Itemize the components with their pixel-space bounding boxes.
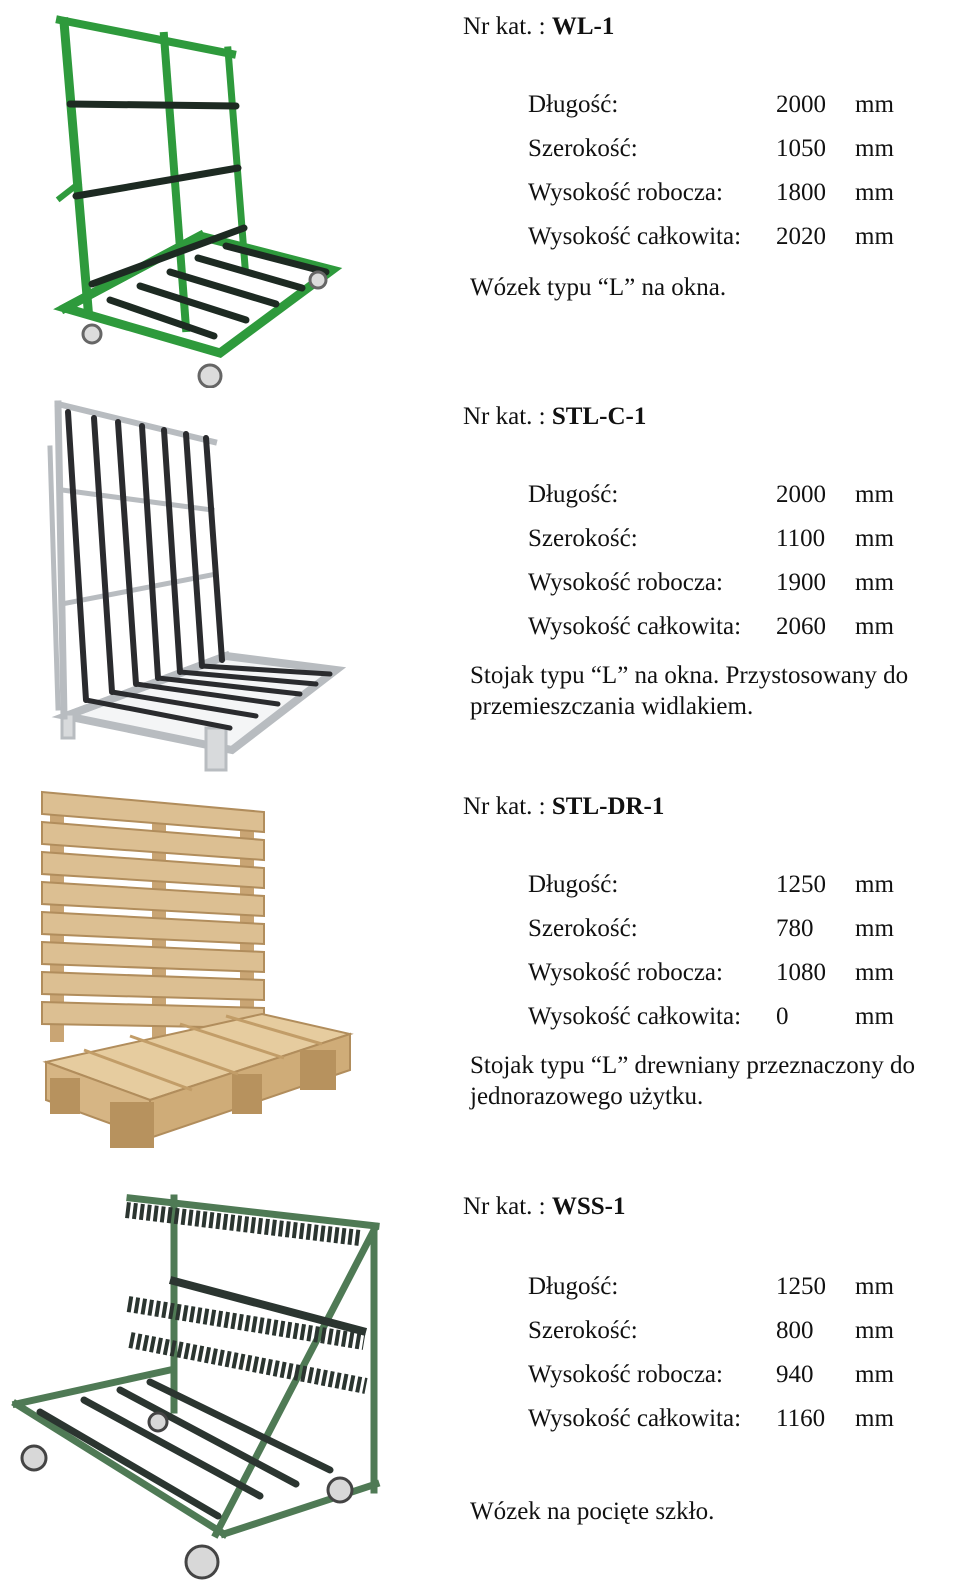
product-card: [0, 1190, 960, 1590]
product-description: Wózek typu “L” na okna.: [470, 274, 727, 301]
spec-unit: mm: [855, 569, 894, 596]
spec-value: 1050: [776, 135, 826, 162]
catalog-number: [463, 12, 614, 42]
product-description: Stojak typu “L” drewniany przeznaczony do jednorazowego użytku.: [470, 1052, 915, 1110]
spec-unit: mm: [855, 91, 894, 118]
spec-value: 2000: [776, 481, 826, 508]
product-card: [0, 788, 960, 1168]
spec-unit: mm: [855, 1361, 894, 1388]
product-description: Wózek na pocięte szkło.: [470, 1498, 715, 1525]
catalog-prefix: Nr kat. :: [463, 793, 552, 820]
spec-label: Szerokość:: [528, 1317, 638, 1344]
wooden-pallet-rack-icon: [0, 788, 360, 1168]
spec-value: 1100: [776, 525, 826, 552]
spec-label: Długość:: [528, 1273, 619, 1300]
spec-label: Wysokość robocza:: [528, 179, 723, 206]
spec-value: 1250: [776, 1273, 826, 1300]
spec-label: Długość:: [528, 91, 619, 118]
spec-value: 1800: [776, 179, 826, 206]
spec-label: Wysokość robocza:: [528, 1361, 723, 1388]
green-l-trolley-icon: [0, 8, 350, 388]
spec-unit: mm: [855, 959, 894, 986]
spec-label: Wysokość całkowita:: [528, 1405, 742, 1432]
spec-label: Wysokość całkowita:: [528, 613, 742, 640]
product-code: WL-1: [551, 13, 615, 40]
spec-unit: mm: [855, 1405, 894, 1432]
spec-value: 1900: [776, 569, 826, 596]
spec-value: 2000: [776, 91, 826, 118]
spec-label: Wysokość całkowita:: [528, 1003, 742, 1030]
spec-value: 2020: [776, 223, 826, 250]
spec-value: 0: [776, 1003, 789, 1030]
spec-value: 940: [776, 1361, 814, 1388]
spec-label: Wysokość całkowita:: [528, 223, 742, 250]
spec-value: 1160: [776, 1405, 826, 1432]
spec-label: Długość:: [528, 481, 619, 508]
cut-glass-trolley-icon: [0, 1190, 390, 1590]
product-description: Stojak typu “L” na okna. Przystosowany do przemieszczania widlakiem.: [470, 662, 909, 720]
product-card: [0, 398, 960, 778]
spec-unit: mm: [855, 481, 894, 508]
spec-unit: mm: [855, 1317, 894, 1344]
product-code: STL-DR-1: [551, 793, 665, 820]
spec-label: Szerokość:: [528, 525, 638, 552]
catalog-prefix: Nr kat. :: [463, 403, 552, 430]
spec-unit: mm: [855, 223, 894, 250]
spec-value: 800: [776, 1317, 814, 1344]
product-card: [0, 8, 960, 388]
catalog-number: [463, 792, 664, 822]
catalog-number: [463, 402, 646, 432]
spec-unit: mm: [855, 135, 894, 162]
spec-value: 780: [776, 915, 814, 942]
spec-value: 1250: [776, 871, 826, 898]
spec-label: Długość:: [528, 871, 619, 898]
catalog-prefix: Nr kat. :: [463, 13, 552, 40]
spec-unit: mm: [855, 613, 894, 640]
spec-unit: mm: [855, 179, 894, 206]
spec-unit: mm: [855, 1003, 894, 1030]
spec-label: Wysokość robocza:: [528, 959, 723, 986]
product-code: STL-C-1: [551, 403, 647, 430]
spec-unit: mm: [855, 1273, 894, 1300]
spec-label: Wysokość robocza:: [528, 569, 723, 596]
spec-value: 2060: [776, 613, 826, 640]
product-code: WSS-1: [551, 1193, 626, 1220]
catalog-prefix: Nr kat. :: [463, 1193, 552, 1220]
spec-value: 1080: [776, 959, 826, 986]
spec-unit: mm: [855, 871, 894, 898]
spec-label: Szerokość:: [528, 135, 638, 162]
spec-label: Szerokość:: [528, 915, 638, 942]
steel-l-rack-icon: [0, 398, 350, 778]
spec-unit: mm: [855, 915, 894, 942]
catalog-number: [463, 1192, 626, 1222]
spec-unit: mm: [855, 525, 894, 552]
